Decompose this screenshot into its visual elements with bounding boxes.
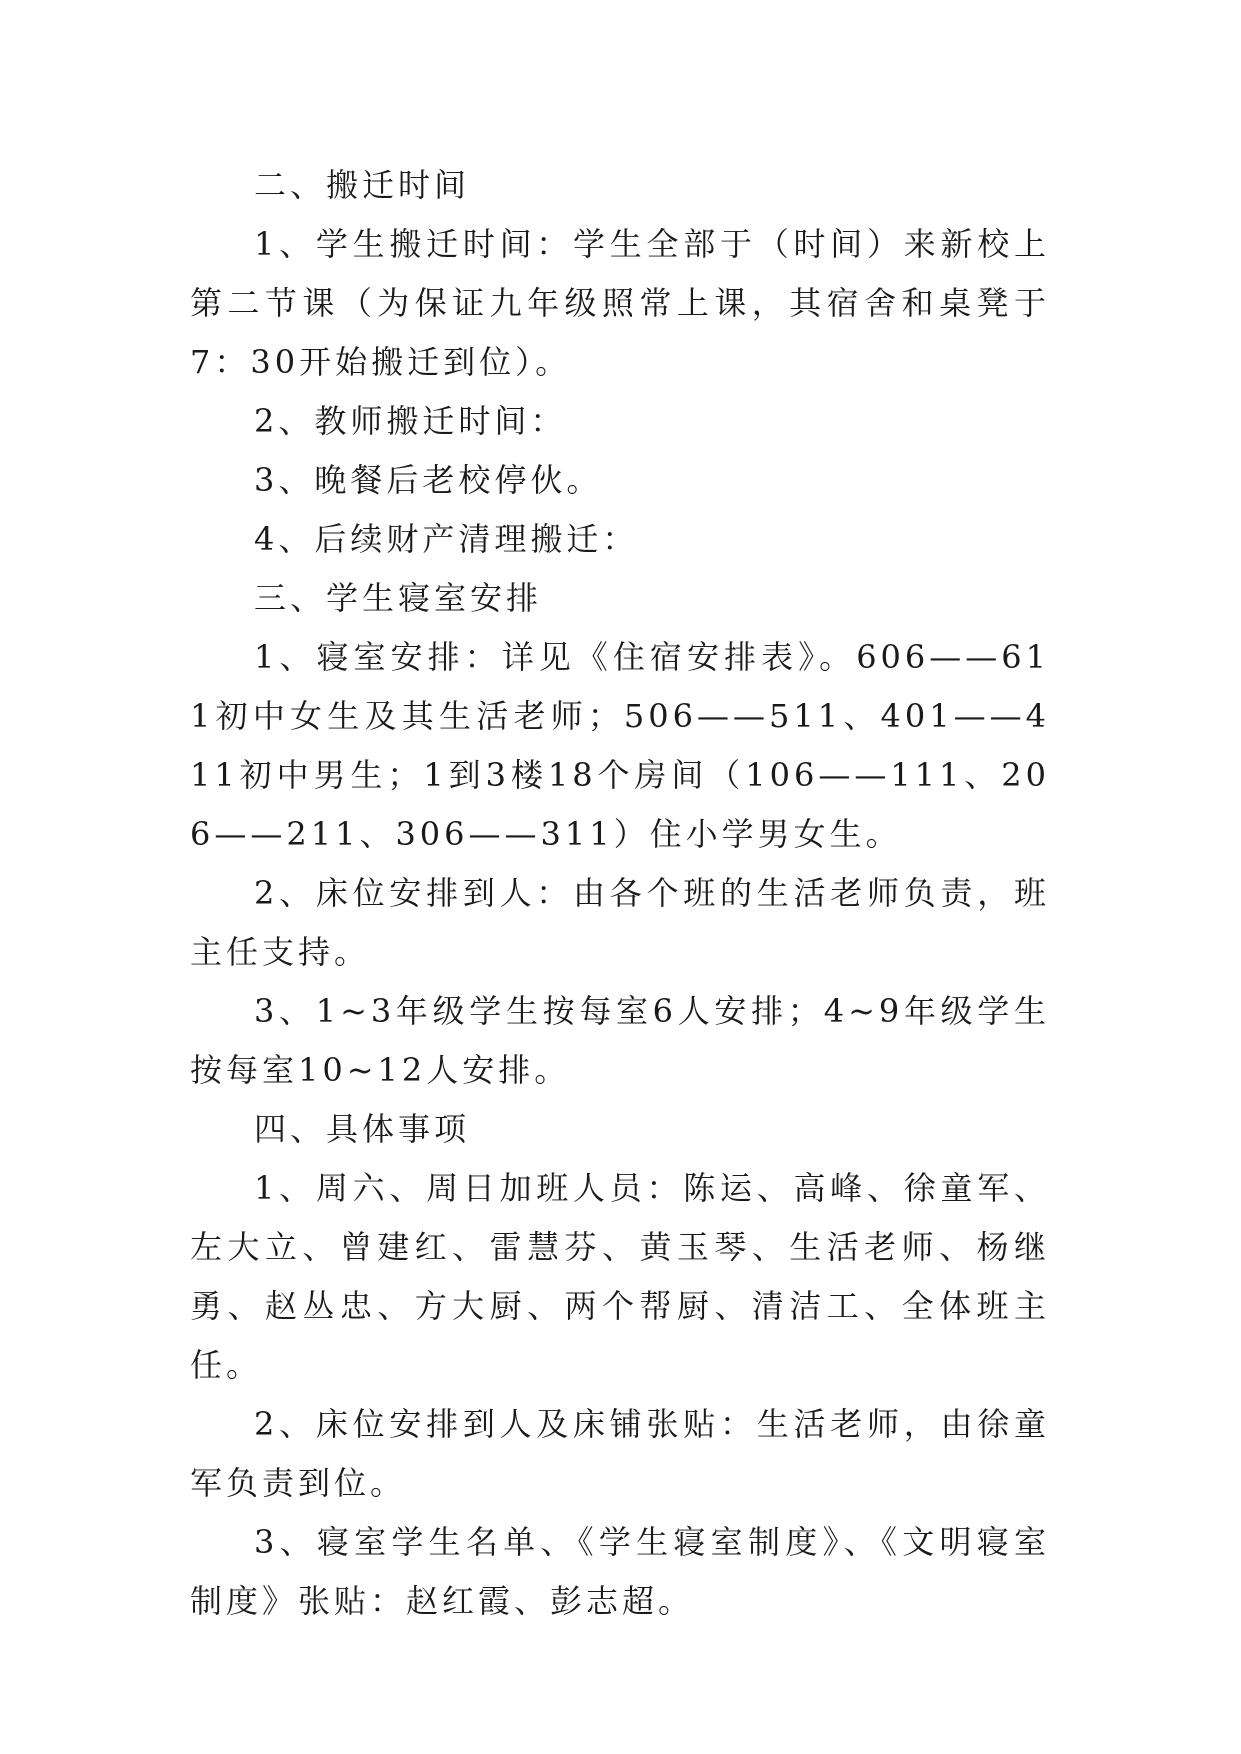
paragraph-property-cleanup: 4、后续财产清理搬迁：: [254, 520, 639, 558]
section-heading-specific-matters: 四、具体事项: [254, 1110, 471, 1148]
paragraph-bed-labels: 2、床位安排到人及床铺张贴：生活老师，由徐童军负责到位。: [190, 1405, 1050, 1502]
document-body: [190, 156, 1050, 1631]
paragraph-weekend-staff: 1、周六、周日加班人员：陈运、高峰、徐童军、左大立、曾建红、雷慧芬、黄玉琴、生活老师、杨继勇、赵丛忠、方大厨、两个帮厨、清洁工、全体班主任。: [190, 1169, 1050, 1384]
paragraph-dorm-rules-posting: 3、寝室学生名单、《学生寝室制度》、《文明寝室制度》张贴：赵红霞、彭志超。: [190, 1523, 1050, 1620]
paragraph-bed-assignment: 2、床位安排到人：由各个班的生活老师负责，班主任支持。: [190, 874, 1050, 971]
paragraph-student-relocation-time: 1、学生搬迁时间：学生全部于（时间）来新校上第二节课（为保证九年级照常上课，其宿舍和桌凳于7：30开始搬迁到位）。: [190, 225, 1050, 381]
paragraph-dormitory-arrangement: 1、寝室安排：详见《住宿安排表》。606——611初中女生及其生活老师；506——511、401——411初中男生；1到3楼18个房间（106——111、206——211、306——311）住小学男女生。: [190, 638, 1050, 853]
section-heading-relocation-time: 二、搬迁时间: [254, 166, 471, 204]
paragraph-teacher-relocation-time: 2、教师搬迁时间：: [254, 402, 567, 440]
paragraph-room-capacity: 3、1~3年级学生按每室6人安排；4~9年级学生按每室10~12人安排。: [190, 992, 1050, 1089]
paragraph-old-school-kitchen: 3、晚餐后老校停伙。: [254, 461, 603, 499]
section-heading-dormitory: 三、学生寝室安排: [254, 579, 543, 617]
